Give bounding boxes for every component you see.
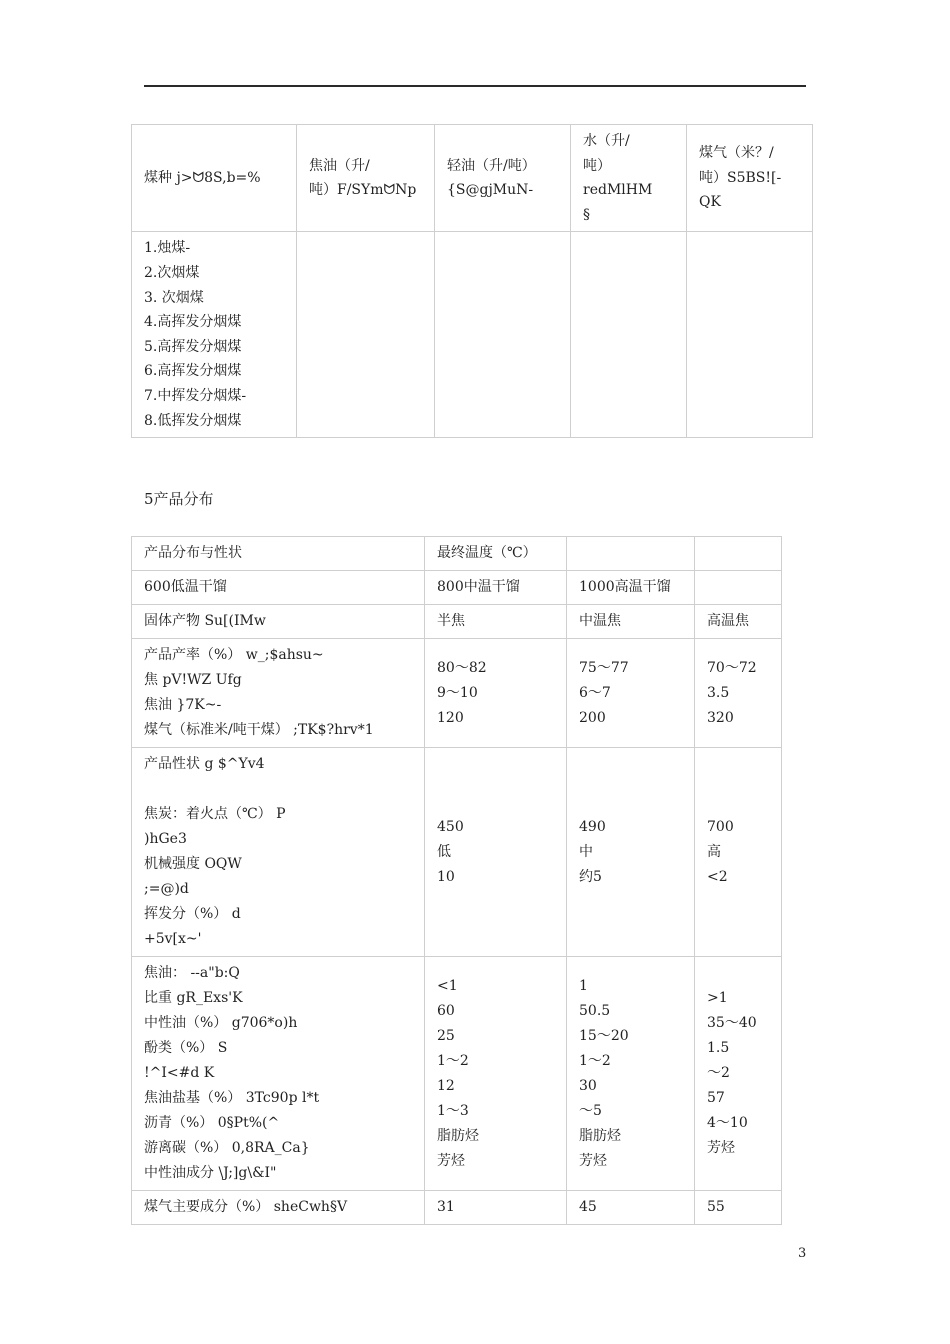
page-number: 3 — [798, 1246, 807, 1261]
table-row — [132, 1191, 782, 1225]
table-cell: 中温焦 — [567, 605, 695, 639]
header-cell-water: 水（升/ 吨）redMlHM § — [571, 125, 687, 232]
table-cell: 80～82 9～10 120 — [425, 639, 567, 748]
table-cell: 75～77 6～7 200 — [567, 639, 695, 748]
table-cell: 45 — [567, 1191, 695, 1225]
table-row — [132, 748, 782, 957]
table-cell: 31 — [425, 1191, 567, 1225]
table-cell — [297, 232, 435, 438]
table-cell: 产品分布与性状 — [132, 537, 425, 571]
header-cell-light-oil: 轻油（升/吨） {S@gjMuN- — [435, 125, 571, 232]
table-cell — [435, 232, 571, 438]
table-cell — [571, 232, 687, 438]
table-cell: 固体产物 Su[(IMw — [132, 605, 425, 639]
table-cell: >1 35～40 1.5 ～2 57 4～10 芳烃 — [695, 957, 782, 1191]
table-cell: 55 — [695, 1191, 782, 1225]
header-cell-gas: 煤气（米？/ 吨）S5BS![- QK — [687, 125, 813, 232]
table-cell: 700 高 <2 — [695, 748, 782, 957]
table-row — [132, 639, 782, 748]
table-cell: 高温焦 — [695, 605, 782, 639]
table-cell: 产品产率（%） w_;$ahsu~ 焦 pV!WZ Ufg 焦油 }7K~- 煤气（标准米/吨干煤） ;TK$?hrv*1 — [132, 639, 425, 748]
table-cell — [695, 537, 782, 571]
table-cell: 800中温干馏 — [425, 571, 567, 605]
table-cell — [567, 537, 695, 571]
table-row — [132, 957, 782, 1191]
coal-yield-table — [131, 124, 813, 438]
product-distribution-table — [131, 536, 782, 1225]
table-cell: 产品性状 g $^Yv4 焦炭：着火点（℃） P )hGe3 机械强度 OQW ;=@)d 挥发分（%） d +5v[x~' — [132, 748, 425, 957]
table-cell: 最终温度（℃） — [425, 537, 567, 571]
table-row — [132, 605, 782, 639]
table-cell — [687, 232, 813, 438]
table-row — [132, 537, 782, 571]
table-cell: 焦油： --a"b:Q 比重 gR_Exs'K 中性油（%） g706*o)h 酚类（%） S !^I<#d K 焦油盐基（%） 3Tc90p l*t 沥青（%） 0§Pt%(^ 游离碳（%） 0,8RA_Ca} 中性油成分 \J;]g\&I" — [132, 957, 425, 1191]
table-cell: 450 低 10 — [425, 748, 567, 957]
table-header-row — [132, 125, 813, 232]
table-cell: 600低温干馏 — [132, 571, 425, 605]
section-title: 5产品分布 — [144, 490, 214, 508]
table-row — [132, 232, 813, 438]
table-cell: 半焦 — [425, 605, 567, 639]
header-rule — [144, 85, 806, 87]
table-cell: 1000高温干馏 — [567, 571, 695, 605]
table-cell: 490 中 约5 — [567, 748, 695, 957]
table-cell: 1 50.5 15～20 1～2 30 ～5 脂肪烃 芳烃 — [567, 957, 695, 1191]
table-cell: <1 60 25 1～2 12 1～3 脂肪烃 芳烃 — [425, 957, 567, 1191]
header-cell-tar: 焦油（升/ 吨）F/SYmᗢNp — [297, 125, 435, 232]
table-cell: 70～72 3.5 320 — [695, 639, 782, 748]
coal-type-list: 1.烛煤- 2.次烟煤 3. 次烟煤 4.高挥发分烟煤 5.高挥发分烟煤 6.高挥发分烟煤 7.中挥发分烟煤- 8.低挥发分烟煤 — [132, 232, 297, 438]
table-cell: 煤气主要成分（%） sheCwh§V — [132, 1191, 425, 1225]
header-cell-coal-type: 煤种 j>ᗢ8S,b=% — [132, 125, 297, 232]
table-cell — [695, 571, 782, 605]
table-row — [132, 571, 782, 605]
